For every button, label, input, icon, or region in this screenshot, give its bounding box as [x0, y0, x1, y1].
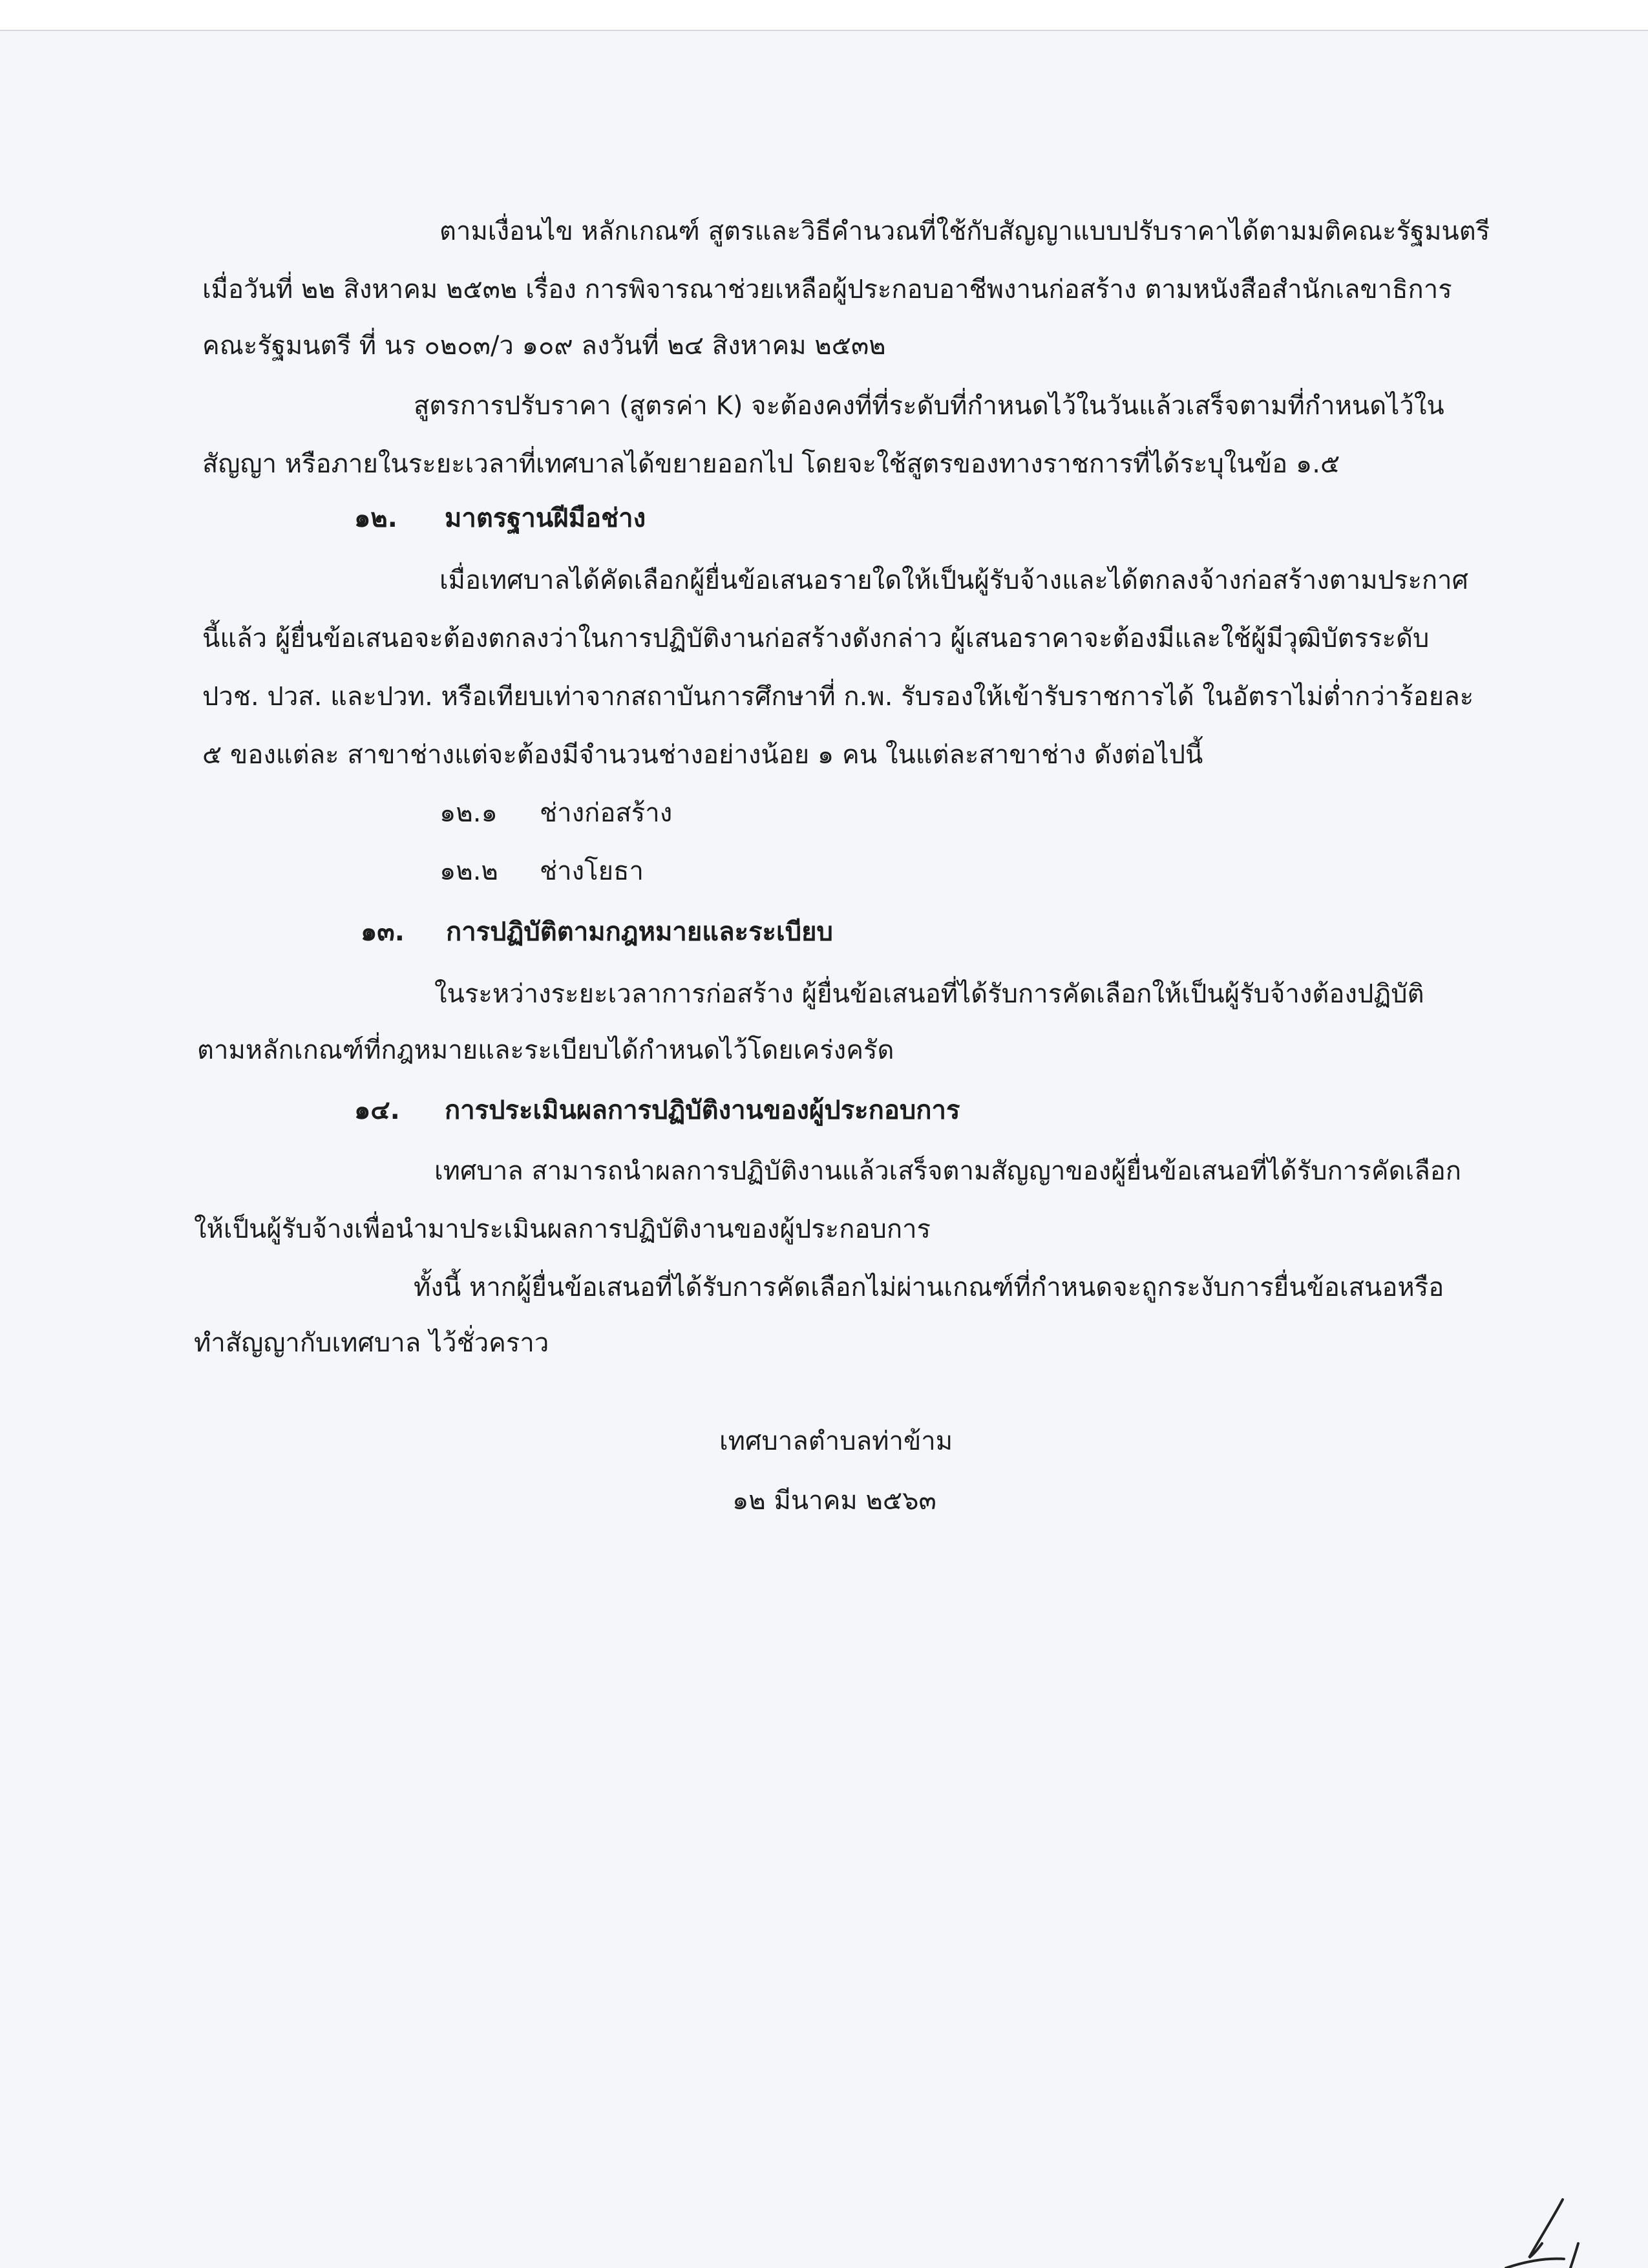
page-top-edge [0, 0, 1648, 31]
section14-line-2: ให้เป็นผู้รับจ้างเพื่อนำมาประเมินผลการปฏิบัติงานของผู้ประกอบการ [194, 1214, 931, 1244]
section12-line-1: เมื่อเทศบาลได้คัดเลือกผู้ยื่นข้อเสนอรายใดให้เป็นผู้รับจ้างและได้ตกลงจ้างก่อสร้างตามประกาศ [439, 566, 1468, 595]
section12-title: มาตรฐานฝีมือช่าง [445, 503, 646, 533]
section14-line-1: เทศบาล สามารถนำผลการปฏิบัติงานแล้วเสร็จตามสัญญาของผู้ยื่นข้อเสนอที่ได้รับการคัดเลือก [434, 1156, 1461, 1186]
section12-item-label: ช่างโยธา [540, 856, 644, 886]
section11-line-4: สูตรการปรับราคา (สูตรค่า K) จะต้องคงที่ที่ระดับที่กำหนดไว้ในวันแล้วเสร็จตามที่กำหนดไว้ใน [414, 391, 1444, 421]
section13-number: ๑๓. [361, 917, 405, 947]
signature-mark [1467, 2194, 1596, 2268]
footer-date: ๑๒ มีนาคม ๒๕๖๓ [732, 1486, 936, 1516]
section14-heading [354, 1091, 960, 1130]
section12-item [439, 794, 672, 832]
section12-item-number: ๑๒.๑ [439, 798, 498, 828]
section12-item-label: ช่างก่อสร้าง [540, 798, 673, 828]
section12-heading [354, 499, 646, 538]
section14-line-3: ทั้งนี้ หากผู้ยื่นข้อเสนอที่ได้รับการคัดเลือกไม่ผ่านเกณฑ์ที่กำหนดจะถูกระงับการยื่นข้อเสนอหรือ [414, 1273, 1444, 1302]
footer-organization: เทศบาลตำบลท่าข้าม [719, 1426, 953, 1456]
section13-line-2: ตามหลักเกณฑ์ที่กฎหมายและระเบียบได้กำหนดไว้โดยเคร่งครัด [197, 1035, 894, 1065]
section11-line-2: เมื่อวันที่ ๒๒ สิงหาคม ๒๕๓๒ เรื่อง การพิจารณาช่วยเหลือผู้ประกอบอาชีพงานก่อสร้าง ตามหนังสือสำนักเลขาธิการ [202, 275, 1452, 304]
section11-line-5: สัญญา หรือภายในระยะเวลาที่เทศบาลได้ขยายออกไป โดยจะใช้สูตรของทางราชการที่ได้ระบุในข้อ ๑.๕ [202, 449, 1340, 479]
section11-line-1: ตามเงื่อนไข หลักเกณฑ์ สูตรและวิธีคำนวณที่ใช้กับสัญญาแบบปรับราคาได้ตามมติคณะรัฐมนตรี [439, 217, 1490, 246]
section12-line-2: นี้แล้ว ผู้ยื่นข้อเสนอจะต้องตกลงว่าในการปฏิบัติงานก่อสร้างดังกล่าว ผู้เสนอราคาจะต้องมีและใช้ผู้มีวุฒิบัตรระดับ [202, 624, 1430, 653]
section12-item-number: ๑๒.๒ [439, 856, 498, 886]
section12-item [439, 852, 644, 891]
section14-title: การประเมินผลการปฏิบัติงานของผู้ประกอบการ [445, 1096, 960, 1125]
section13-title: การปฏิบัติตามกฎหมายและระเบียบ [446, 917, 833, 947]
section12-line-4: ๕ ของแต่ละ สาขาช่างแต่จะต้องมีจำนวนช่างอย่างน้อย ๑ คน ในแต่ละสาขาช่าง ดังต่อไปนี้ [202, 740, 1203, 770]
section12-number: ๑๒. [354, 503, 397, 533]
section11-line-3: คณะรัฐมนตรี ที่ นร ๐๒๐๓/ว ๑๐๙ ลงวันที่ ๒๔ สิงหาคม ๒๕๓๒ [202, 331, 886, 361]
section13-line-1: ในระหว่างระยะเวลาการก่อสร้าง ผู้ยื่นข้อเสนอที่ได้รับการคัดเลือกให้เป็นผู้รับจ้างต้องปฏิบัติ [434, 979, 1424, 1009]
section13-heading [361, 913, 833, 951]
section12-line-3: ปวช. ปวส. และปวท. หรือเทียบเท่าจากสถาบันการศึกษาที่ ก.พ. รับรองให้เข้ารับราชการได้ ในอัตราไม่ต่ำกว่าร้อยละ [202, 682, 1474, 712]
section14-number: ๑๔. [354, 1096, 400, 1125]
section14-line-4: ทำสัญญากับเทศบาล ไว้ชั่วคราว [194, 1328, 549, 1358]
